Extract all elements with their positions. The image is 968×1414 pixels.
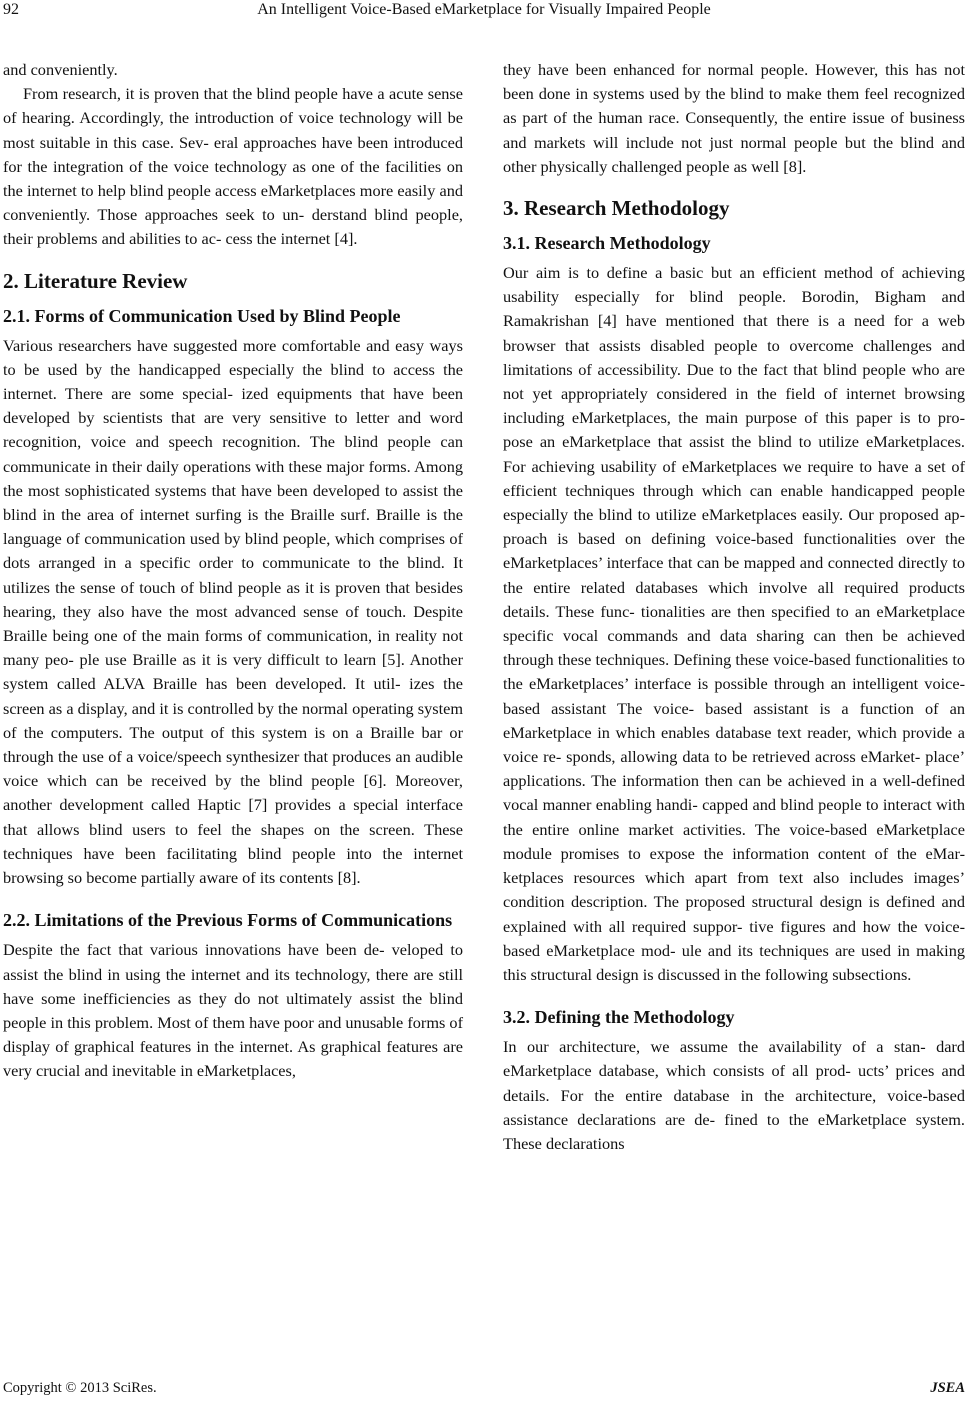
running-title: An Intelligent Voice-Based eMarketplace for Visually Impaired People xyxy=(257,1,711,18)
section-heading-literature-review: 2. Literature Review xyxy=(3,268,188,293)
paragraph-defining-methodology: In our architecture, we assume the availability of a stan- dard eMarketplace database, which consists of all prod- ucts’ prices and details. For the entire database in the architecture, voice-based assistance declarations are de- fined to the eMarketplace system. These declarations xyxy=(503,1037,965,1153)
journal-abbreviation: JSEA xyxy=(930,1380,965,1396)
running-header xyxy=(0,0,968,22)
subsection-heading-2-1: 2.1. Forms of Communication Used by Blind People xyxy=(3,305,401,326)
right-column xyxy=(503,58,965,1156)
paragraph-intro-end: and conveniently. xyxy=(3,60,118,79)
subsection-heading-3-2: 3.2. Defining the Methodology xyxy=(503,1007,735,1028)
paragraph-limitations: Despite the fact that various innovations have been de- veloped to assist the blind in using the internet and its technology, there are still have some inefficiencies as they do not ultimately assist the blind people in this problem. Most of them have poor and unusable forms of display of graphical features in the internet. As graphical features are very crucial and inevitable in eMarketplaces, xyxy=(3,940,463,1081)
subsection-heading-2-2: 2.2. Limitations of the Previous Forms of Communications xyxy=(3,910,453,931)
paragraph-continued: they have been enhanced for normal people. However, this has not been done in systems used by the blind to make them feel recognized as part of the human race. Consequently, the entire issue of business and markets will include not just normal people but the blind and other physically challenged people as well [8]. xyxy=(503,60,965,176)
page-number: 92 xyxy=(3,1,19,18)
page-footer xyxy=(0,1380,968,1404)
paragraph-research-methodology: Our aim is to define a basic but an efficient method of achieving usability especially for blind people. Borodin, Bigham and Ramakrishan [4] have mentioned that there is a need for a web browser that assists disabled people to overcome challenges and limitations of accessibility. Due to the fact that blind people who are not yet appropriately considered in the field of internet browsing including eMarketplaces, the main purpose of this paper is to pro- pose an eMarketplace that assist the blind to utilize eMarketplaces. For achieving usability of eMarketplaces we require to have a set of efficient techniques through which can enable handicapped people especially the blind to utilize eMarketplaces easily. Our proposed ap- proach is based on defining voice-based functionalities over the eMarketplaces’ interface that can be mapped and connected directly to the entire related databases which involve all required products details. These func- tionalities are then specified to an eMarketplace specific vocal commands and data sharing can then be achieved through these techniques. Defining these voice-based functionalities to the eMarketplaces’ interface is possible through an intelligent voice-based assistant The voice- based assistant is a function of an eMarketplace in which enables database text reader, which provide a voice re- sponds, allowing data to be retrieved across eMarket- place’ applications. The information then can be achieved in a well-defined vocal manner enabling handi- capped and blind people to interact with the entire online market activities. The voice-based eMarketplace module promises to expose the information content of the eMar- ketplaces resources which apart from text also includes images’ condition description. The proposed structural design is defined and explained with all required suppor- tive figures and how the voice-based eMarketplace mod- ule and its techniques are used in making this structural design is discussed in the following subsections. xyxy=(503,263,965,984)
paragraph-forms-of-communication: Various researchers have suggested more comfortable and easy ways to be used by the handicapped especially the blind to access the internet. There are some special- ized equipments that have been developed by scientists that are very sensitive to letter and word recognition, voice and speech recognition. The blind people can communicate in their daily operations with these major forms. Among the most sophisticated systems that have been developed to assist the blind in the area of internet surfing is the Braille surf. Braille is the language of communication used by blind people, which comprises of dots arranged in a specific order to communicate to the blind. It utilizes the sense of touch of blind people as it is proven that besides hearing, they also have the most advanced sense of touch. Despite Braille being one of the main forms of communication, in reality not many peo- ple use Braille as it is very difficult to learn [5]. Another system called ALVA Braille has been developed. It util- izes the screen as a display, and it is controlled by the normal operating system of the computers. The output of this system is on a Braille bar or through the use of a voice/speech synthesizer that produces an audible voice which can be received by the blind people [6]. Moreover, another development called Haptic [7] provides a special interface that allows blind users to feel the shapes on the screen. These techniques have been facilitating blind people into the internet browsing so become partially aware of its contents [8]. xyxy=(3,335,463,888)
subsection-heading-3-1: 3.1. Research Methodology xyxy=(503,233,711,254)
left-column xyxy=(3,58,463,1084)
paragraph-intro-hearing: From research, it is proven that the blind people have a acute sense of hearing. Accordingly, the introduction of voice technology will be most suitable in this case. Sev- eral approaches have been introduced for the integration of the voice technology as one of the facilities on the internet to help blind people access eMarketplaces more easily and conveniently. Those approaches seek to un- derstand blind people, their problems and abilities to ac- cess the internet [4]. xyxy=(3,84,463,249)
copyright-notice: Copyright © 2013 SciRes. xyxy=(3,1380,157,1396)
section-heading-research-methodology: 3. Research Methodology xyxy=(503,196,730,221)
